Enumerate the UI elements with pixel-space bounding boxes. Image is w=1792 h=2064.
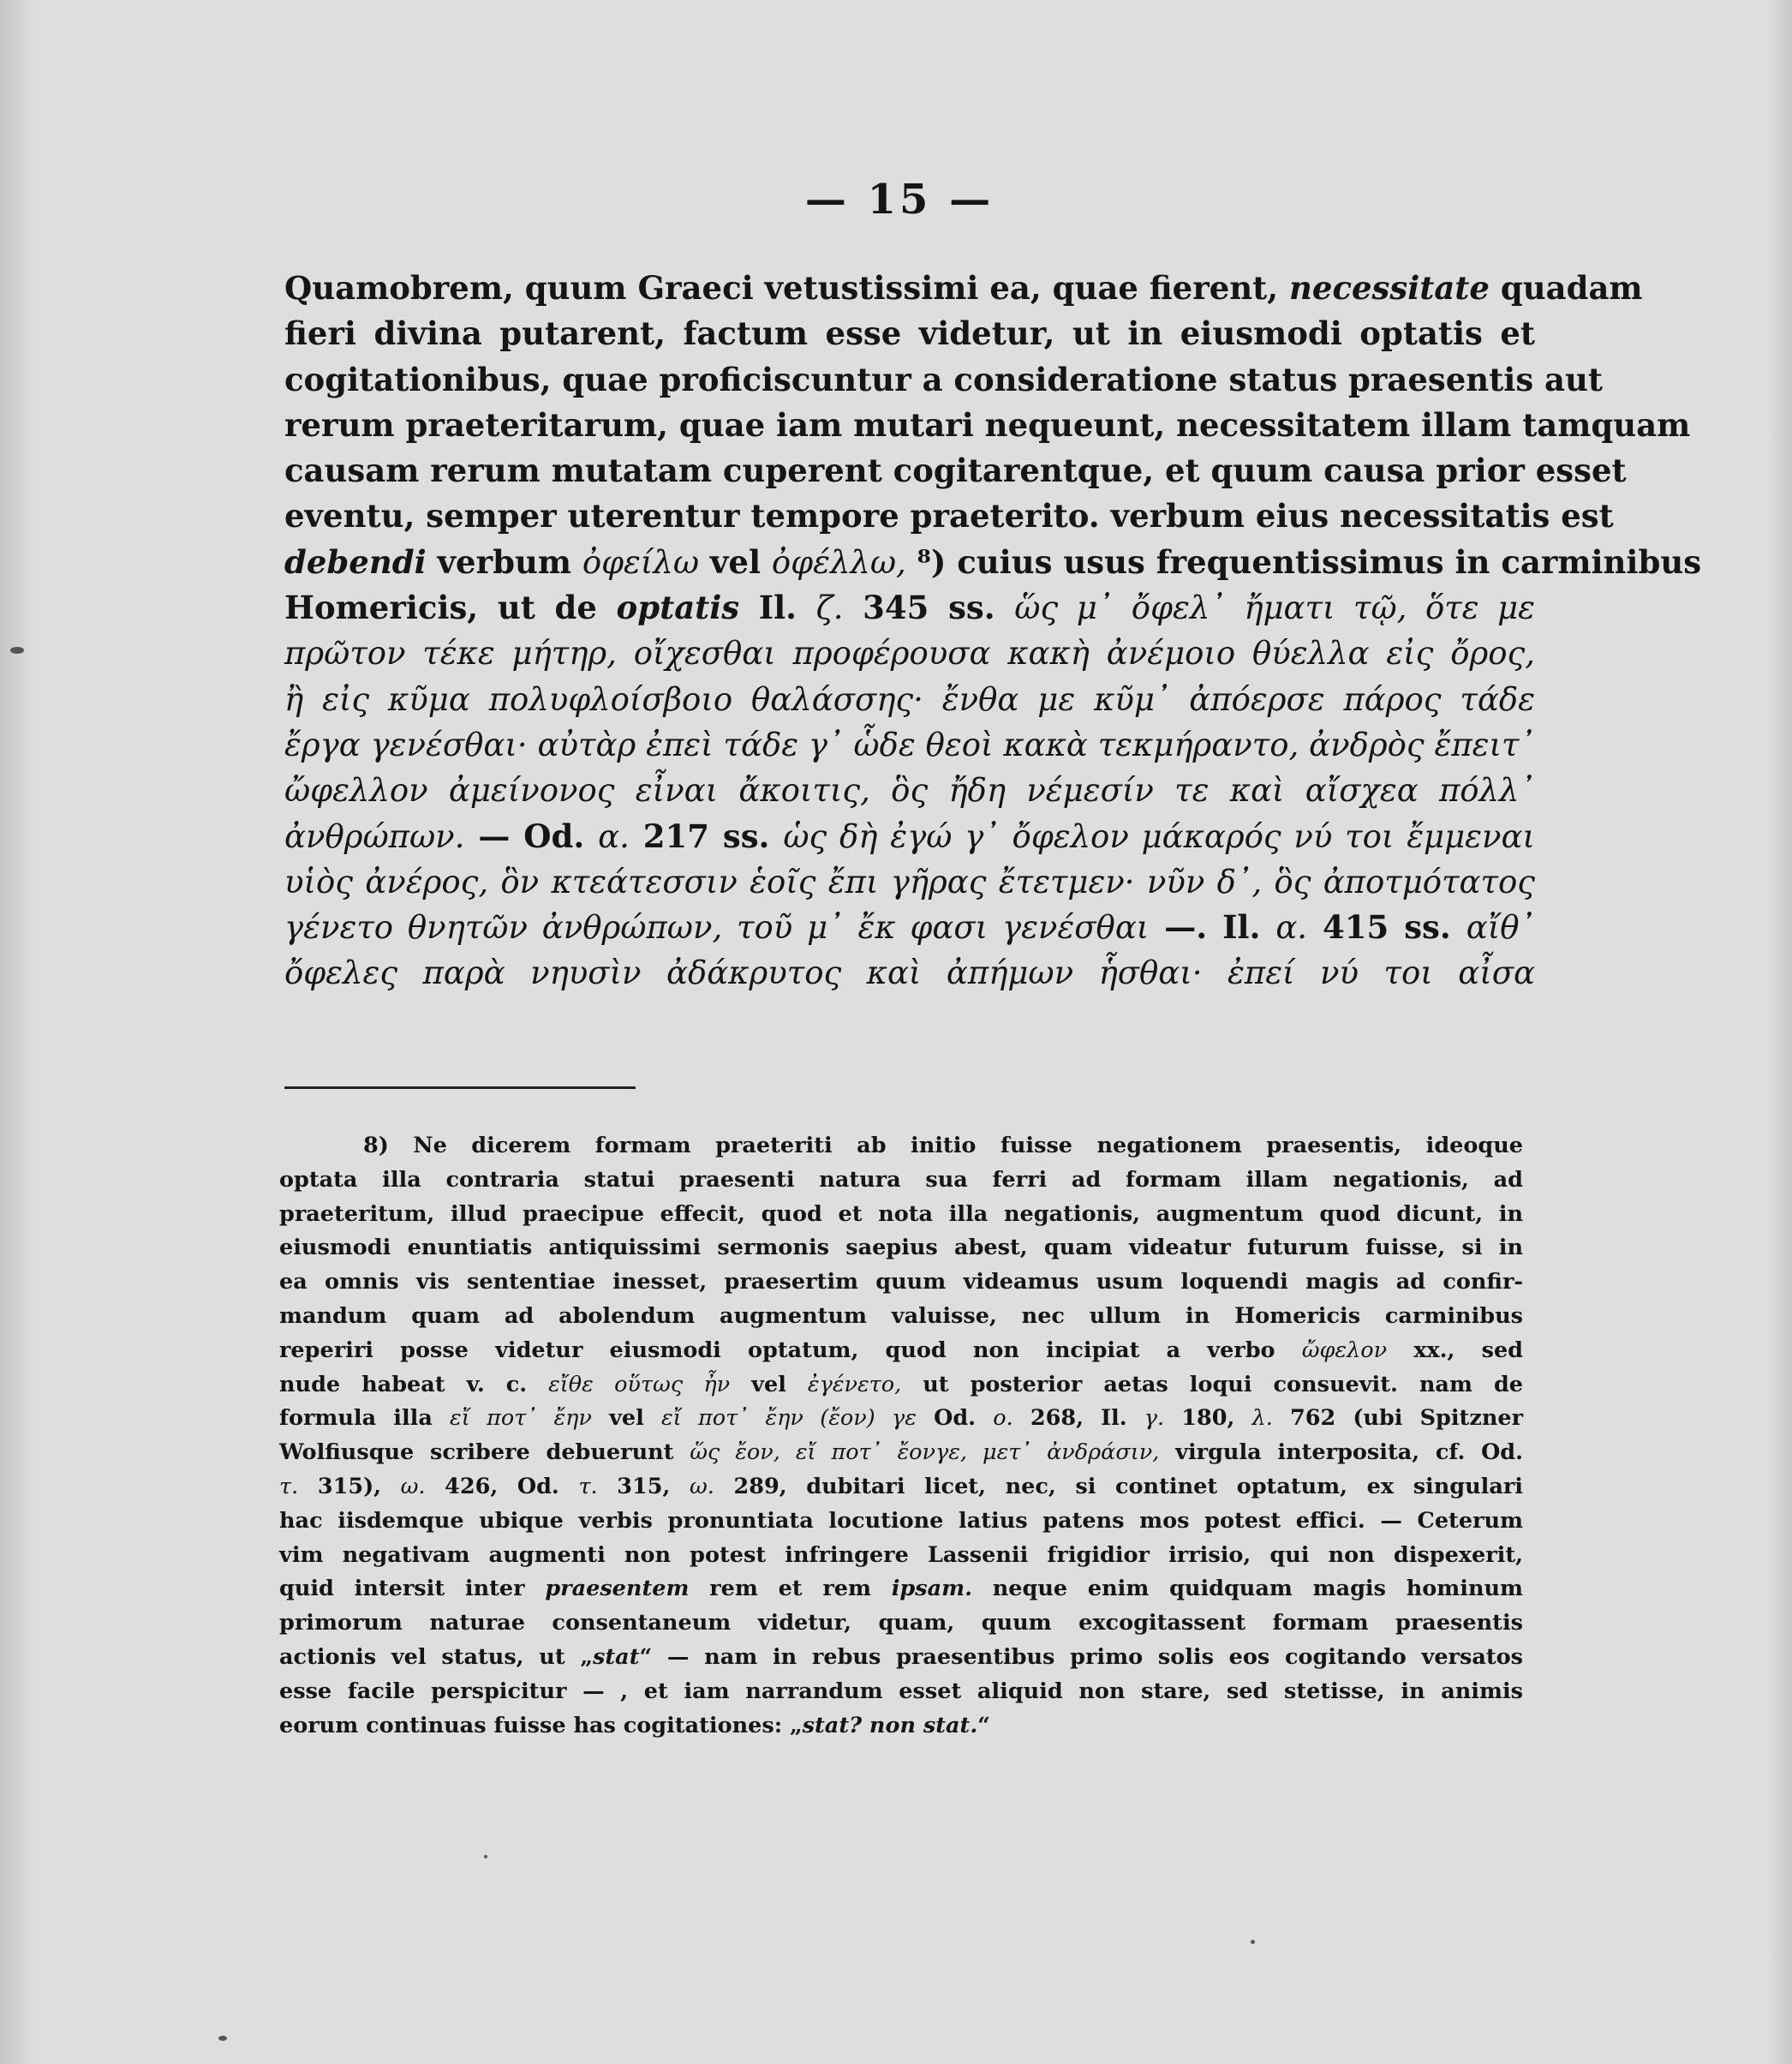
text-run: esse facile perspicitur — , et iam narrandum esset aliquid non stare, sed stetisse, in animis bbox=[279, 1678, 1523, 1704]
footnote-line bbox=[279, 1709, 1523, 1744]
main-body-text bbox=[284, 266, 1702, 996]
greek-text: ὄφελες παρὰ νηυσὶν ἀδάκρυτος καὶ ἀπήμων ἧσθαι· ἐπεί νύ τοι αἶσα bbox=[284, 954, 1535, 992]
greek-text: αἴθ᾽ bbox=[1466, 909, 1535, 947]
text-run: vel bbox=[730, 1371, 808, 1397]
text-run: Il. bbox=[739, 589, 816, 627]
text-run: praeteritum, illud praecipue effecit, quod et nota illa negationis, augmentum quod dicunt, in bbox=[279, 1200, 1523, 1227]
text-run: vim negativam augmenti non potest infringere Lassenii frigidior irrisio, qui non dispexerit, bbox=[279, 1541, 1523, 1568]
text-run: verbum bbox=[426, 542, 582, 581]
greek-text: ὥς ἔον, εἴ ποτ᾽ ἔονγε, μετ᾽ ἀνδράσιν, bbox=[690, 1439, 1160, 1466]
footnote-line bbox=[279, 1402, 1523, 1436]
text-run: 426, Od. bbox=[425, 1473, 579, 1499]
footnote-line bbox=[279, 1505, 1523, 1539]
text-run: cogitationibus, quae proficiscuntur a consideratione status praesentis aut bbox=[284, 360, 1604, 398]
text-run: reperiri posse videtur eiusmodi optatum, quod non incipiat a verbo bbox=[279, 1337, 1302, 1363]
print-speck bbox=[218, 2036, 227, 2041]
text-run: 315), bbox=[298, 1473, 401, 1499]
main-text-line bbox=[284, 357, 1604, 403]
greek-text: γ. bbox=[1144, 1405, 1165, 1432]
footnote-line bbox=[279, 1198, 1523, 1232]
main-text-line bbox=[284, 677, 1535, 722]
text-run: — Od. bbox=[464, 817, 599, 855]
text-run: ut posterior aetas loqui consuevit. nam de bbox=[901, 1371, 1523, 1397]
text-run: actionis vel status, ut „ bbox=[279, 1643, 594, 1670]
text-run: xx., sed bbox=[1387, 1337, 1523, 1363]
main-text-line bbox=[284, 403, 1691, 448]
main-text-line bbox=[284, 266, 1643, 311]
greek-text: α. bbox=[1275, 909, 1308, 947]
italic-text: optatis bbox=[616, 589, 740, 627]
greek-text: ὥς μ᾽ ὄφελ᾽ ἤματι τῷ, ὅτε με bbox=[1014, 589, 1535, 627]
main-text-line bbox=[284, 950, 1535, 996]
main-text-line bbox=[284, 859, 1535, 905]
footnote-line bbox=[279, 1436, 1523, 1470]
text-run: ea omnis vis sententiae inesset, praesertim quum videamus usum loquendi magis ad confir- bbox=[279, 1269, 1523, 1295]
greek-text: γένετο θνητῶν ἀνθρώπων, τοῦ μ᾽ ἔκ φασι γενέσθαι bbox=[284, 909, 1150, 947]
greek-text: ο. bbox=[993, 1405, 1013, 1432]
text-run: nude habeat v. c. bbox=[279, 1371, 549, 1397]
text-run: eventu, semper uterentur tempore praeterito. verbum eius necessitatis est bbox=[284, 497, 1614, 535]
footnote-text bbox=[279, 1129, 1523, 1743]
footnote-line bbox=[279, 1164, 1523, 1198]
text-run: Od. bbox=[916, 1405, 994, 1432]
greek-text: ὤφελλον ἀμείνονος εἶναι ἄκοιτις, ὃς ἤδη νέμεσίν τε καὶ αἴσχεα πόλλ᾽ bbox=[284, 772, 1535, 810]
main-text-line bbox=[284, 494, 1614, 539]
greek-text: α. bbox=[598, 817, 630, 855]
main-text-line bbox=[284, 905, 1535, 950]
footnote-line bbox=[279, 1470, 1523, 1505]
footnote-divider bbox=[284, 1086, 636, 1089]
text-run: hac iisdemque ubique verbis pronuntiata locutione latius patens mos potest effici. — Ceterum bbox=[279, 1507, 1523, 1534]
text-run: Wolfiusque scribere debuerunt bbox=[279, 1439, 690, 1466]
greek-text: ω. bbox=[400, 1473, 426, 1499]
print-speck bbox=[484, 1855, 487, 1858]
greek-text: εἴ ποτ᾽ ἔην (ἔον) γε bbox=[660, 1405, 917, 1432]
footnote-line bbox=[279, 1675, 1523, 1709]
text-run: Quamobrem, quum Graeci vetustissimi ea, quae fierent, bbox=[284, 269, 1290, 307]
text-run: 345 ss. bbox=[843, 589, 1015, 627]
footnote-line bbox=[279, 1334, 1523, 1368]
footnote-line bbox=[279, 1129, 1523, 1164]
main-text-line bbox=[284, 768, 1535, 813]
text-run: rem et rem bbox=[689, 1576, 892, 1602]
greek-text: ω. bbox=[690, 1473, 714, 1499]
text-run: optata illa contraria statui praesenti natura sua ferri ad formam illam negationis, ad bbox=[279, 1166, 1523, 1193]
greek-text: ὡς δὴ ἐγώ γ᾽ ὄφελον μάκαρός νύ τοι ἔμμεναι bbox=[783, 817, 1535, 855]
greek-text: εἴθε οὕτως ἦν bbox=[548, 1371, 731, 1397]
text-run: 415 ss. bbox=[1307, 908, 1466, 947]
text-run: primorum naturae consentaneum videtur, quam, quum excogitassent formam praesentis bbox=[279, 1610, 1523, 1636]
greek-text: πρῶτον τέκε μήτηρ, οἴχεσθαι προφέρουσα κακὴ ἀνέμοιο θύελλα εἰς ὄρος, bbox=[284, 635, 1535, 673]
main-text-line bbox=[284, 311, 1535, 356]
main-text-line bbox=[284, 585, 1535, 631]
text-run: 217 ss. bbox=[629, 817, 784, 855]
greek-text: ἢ εἰς κῦμα πολυφλοίσβοιο θαλάσσης· ἔνθα με κῦμ᾽ ἀπόερσε πάρος τάδε bbox=[284, 680, 1535, 718]
footnote-line bbox=[279, 1231, 1523, 1265]
page-edge-shadow-left bbox=[0, 0, 34, 2064]
text-run: ⁸) cuius usus frequentissimus in carminibus bbox=[905, 542, 1702, 581]
main-text-line bbox=[284, 540, 1702, 585]
text-run: formula illa bbox=[279, 1405, 451, 1432]
italic-text: stat bbox=[593, 1643, 640, 1670]
text-run: “ bbox=[977, 1712, 990, 1738]
text-run: eiusmodi enuntiatis antiquissimi sermonis saepius abest, quam videatur futurum fuisse, si in bbox=[279, 1235, 1523, 1261]
italic-text: necessitate bbox=[1289, 269, 1490, 307]
text-run: “ — nam in rebus praesentibus primo solis eos cogitando versatos bbox=[639, 1643, 1524, 1670]
text-run: 8) Ne dicerem formam praeteriti ab initio fuisse negationem praesentis, ideoque bbox=[363, 1133, 1523, 1158]
greek-text: υἱὸς ἀνέρος, ὃν κτεάτεσσιν ἑοῖς ἔπι γῆρας ἔτετμεν· νῦν δ᾽, ὃς ἀποτμότατος bbox=[284, 863, 1535, 900]
footnote-line bbox=[279, 1539, 1523, 1573]
main-text-line bbox=[284, 631, 1535, 676]
footnote-line bbox=[279, 1265, 1523, 1300]
main-text-line bbox=[284, 814, 1535, 859]
text-run: vel bbox=[591, 1405, 661, 1432]
print-speck bbox=[1251, 1940, 1255, 1944]
footnote-line bbox=[279, 1300, 1523, 1334]
footnote-line bbox=[279, 1572, 1523, 1606]
italic-text: ipsam. bbox=[891, 1576, 973, 1602]
text-run: fieri divina putarent, factum esse videtur, ut in eiusmodi optatis et bbox=[284, 314, 1535, 353]
text-run: —. Il. bbox=[1149, 908, 1276, 947]
main-text-line bbox=[284, 448, 1627, 494]
italic-text: praesentem bbox=[545, 1576, 690, 1602]
italic-text: debendi bbox=[284, 542, 427, 581]
page-number: — 15 — bbox=[804, 176, 995, 224]
text-run: eorum continuas fuisse has cogitationes: „ bbox=[279, 1712, 803, 1738]
text-run: causam rerum mutatam cuperent cogitarentque, et quum causa prior esset bbox=[284, 452, 1627, 490]
print-speck bbox=[10, 647, 24, 654]
text-run: 315, bbox=[597, 1473, 690, 1499]
main-text-line bbox=[284, 722, 1535, 768]
italic-text: stat? non stat. bbox=[802, 1712, 978, 1738]
text-run: quadam bbox=[1489, 269, 1643, 307]
greek-text: λ. bbox=[1251, 1405, 1273, 1432]
greek-text: τ. bbox=[279, 1473, 299, 1499]
text-run: 762 (ubi Spitzner bbox=[1272, 1405, 1524, 1432]
footnote-line bbox=[279, 1368, 1523, 1403]
greek-text: ἔργα γενέσθαι· αὐτὰρ ἐπεὶ τάδε γ᾽ ὧδε θεοὶ κακὰ τεκμήραντο, ἀνδρὸς ἔπειτ᾽ bbox=[284, 726, 1535, 763]
text-run: 289, dubitari licet, nec, si continet optatum, ex singulari bbox=[714, 1473, 1523, 1499]
greek-text: ὀφέλλω, bbox=[771, 543, 906, 581]
greek-text: ὀφείλω bbox=[582, 543, 700, 581]
greek-text: ἀνθρώπων. bbox=[284, 817, 465, 855]
greek-text: ὤφελον bbox=[1301, 1337, 1388, 1363]
page-edge-shadow-right bbox=[1766, 0, 1792, 2064]
text-run: 268, Il. bbox=[1012, 1405, 1144, 1432]
text-run: 180, bbox=[1164, 1405, 1252, 1432]
text-run: mandum quam ad abolendum augmentum valuisse, nec ullum in Homericis carminibus bbox=[279, 1302, 1523, 1329]
text-run: neque enim quidquam magis hominum bbox=[972, 1576, 1523, 1602]
text-run: vel bbox=[699, 542, 772, 581]
footnote-line bbox=[279, 1641, 1523, 1675]
greek-text: ζ. bbox=[815, 589, 844, 627]
text-run: rerum praeteritarum, quae iam mutari nequeunt, necessitatem illam tamquam bbox=[284, 405, 1691, 444]
text-run: virgula interposita, cf. Od. bbox=[1159, 1439, 1524, 1466]
text-run: Homericis, ut de bbox=[284, 589, 617, 627]
greek-text: τ. bbox=[578, 1473, 598, 1499]
greek-text: εἴ ποτ᾽ ἔην bbox=[450, 1405, 592, 1432]
greek-text: ἐγένετο, bbox=[807, 1371, 902, 1397]
footnote-line bbox=[279, 1606, 1523, 1641]
text-run: quid intersit inter bbox=[279, 1576, 546, 1602]
